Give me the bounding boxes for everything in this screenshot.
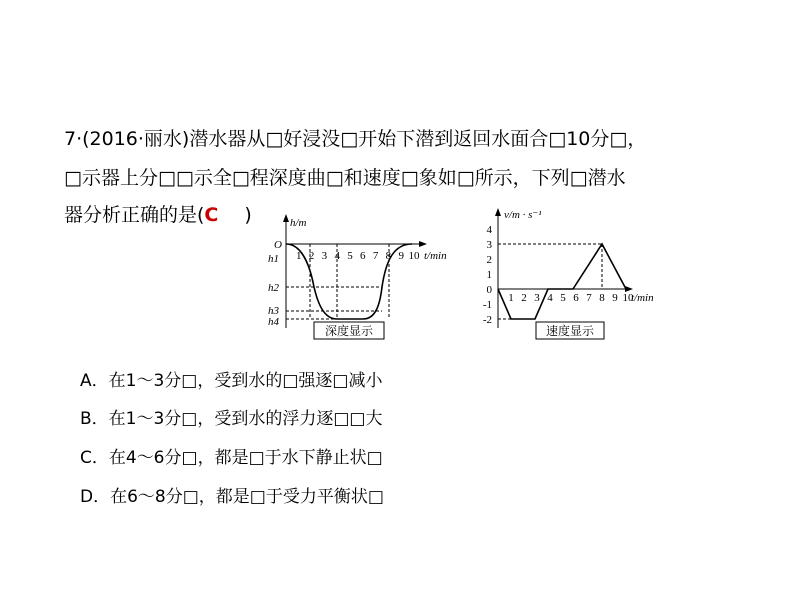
question-line-1 xyxy=(64,127,646,151)
speed-x-tick-9: 9 xyxy=(612,292,618,304)
question-text-3-close: ) xyxy=(244,204,252,226)
depth-x-tick-1: 1 xyxy=(296,250,302,262)
speed-y-arrow xyxy=(495,208,501,216)
speed-x-tick-7: 7 xyxy=(586,292,592,304)
speed-x-tick-10: 10 xyxy=(622,292,634,304)
speed-y-tick-0: 0 xyxy=(486,284,492,296)
depth-y-tick-h2: h2 xyxy=(268,282,279,294)
depth-x-tick-9: 9 xyxy=(398,250,404,262)
option-c[interactable] xyxy=(80,447,383,469)
question-text-1: 7·(2016·丽水)潜水器从□好浸没□开始下潜到返回水面合□10分□， xyxy=(64,128,647,150)
option-d-text: D．在6～8分□，都是□于受力平衡状□ xyxy=(80,487,384,507)
depth-y-tick-h3: h3 xyxy=(268,305,279,317)
depth-x-arrow xyxy=(419,241,427,247)
depth-x-tick-7: 7 xyxy=(372,250,379,262)
depth-x-tick-6: 6 xyxy=(360,250,366,262)
speed-x-tick-8: 8 xyxy=(599,292,605,304)
speed-x-tick-1: 1 xyxy=(508,292,514,304)
speed-x-label: t/min xyxy=(631,292,654,304)
speed-x-tick-6: 6 xyxy=(573,292,579,304)
depth-y-tick-h4: h4 xyxy=(268,316,279,328)
answer-mark: C xyxy=(204,204,219,226)
option-c-text: C．在4～6分□，都是□于水下静止状□ xyxy=(80,448,383,468)
speed-y-tick-1: 1 xyxy=(486,269,492,281)
depth-x-tick-4: 4 xyxy=(334,250,340,262)
option-b-text: B．在1～3分□，受到水的浮力逐□□大 xyxy=(80,409,383,429)
speed-y-tick--1: -1 xyxy=(482,299,492,311)
speed-x-tick-3: 3 xyxy=(534,292,540,304)
depth-x-tick-3: 3 xyxy=(321,250,328,262)
depth-y-label: h/m xyxy=(290,217,307,229)
depth-caption: 深度显示 xyxy=(324,324,374,338)
question-text-3: 器分析正确的是( xyxy=(64,204,205,226)
speed-graph xyxy=(476,204,701,342)
speed-y-label: v/m · s⁻¹ xyxy=(504,209,542,221)
speed-y-tick--2: -2 xyxy=(482,314,492,326)
depth-x-label: t/min xyxy=(424,250,447,262)
depth-x-tick-8: 8 xyxy=(385,250,392,262)
depth-origin-label: O xyxy=(274,239,282,251)
question-text-2: □示器上分□□示全□程深度曲□和速度□象如□所示，下列□潜水 xyxy=(64,167,626,189)
speed-y-tick-2: 2 xyxy=(486,254,492,266)
depth-y-tick-h1: h1 xyxy=(268,253,279,265)
speed-x-tick-2: 2 xyxy=(521,292,527,304)
speed-x-tick-4: 4 xyxy=(547,292,553,304)
option-d[interactable] xyxy=(80,486,384,508)
speed-caption: 速度显示 xyxy=(545,324,595,338)
depth-y-arrow xyxy=(283,214,289,222)
depth-graph xyxy=(262,212,467,342)
speed-graph-svg xyxy=(476,204,701,342)
depth-graph-svg xyxy=(262,212,467,342)
speed-y-tick-3: 3 xyxy=(486,239,492,251)
speed-x-tick-5: 5 xyxy=(560,292,566,304)
option-a[interactable] xyxy=(80,370,382,392)
question-line-3 xyxy=(64,203,252,227)
depth-x-tick-5: 5 xyxy=(347,250,353,262)
question-line-2 xyxy=(64,166,626,190)
speed-line xyxy=(498,244,626,319)
speed-y-tick-4: 4 xyxy=(486,224,492,236)
depth-x-tick-10: 10 xyxy=(408,250,420,262)
option-a-text: A．在1～3分□，受到水的□强逐□减小 xyxy=(80,371,383,391)
depth-x-tick-2: 2 xyxy=(308,250,315,262)
option-b[interactable] xyxy=(80,408,382,430)
